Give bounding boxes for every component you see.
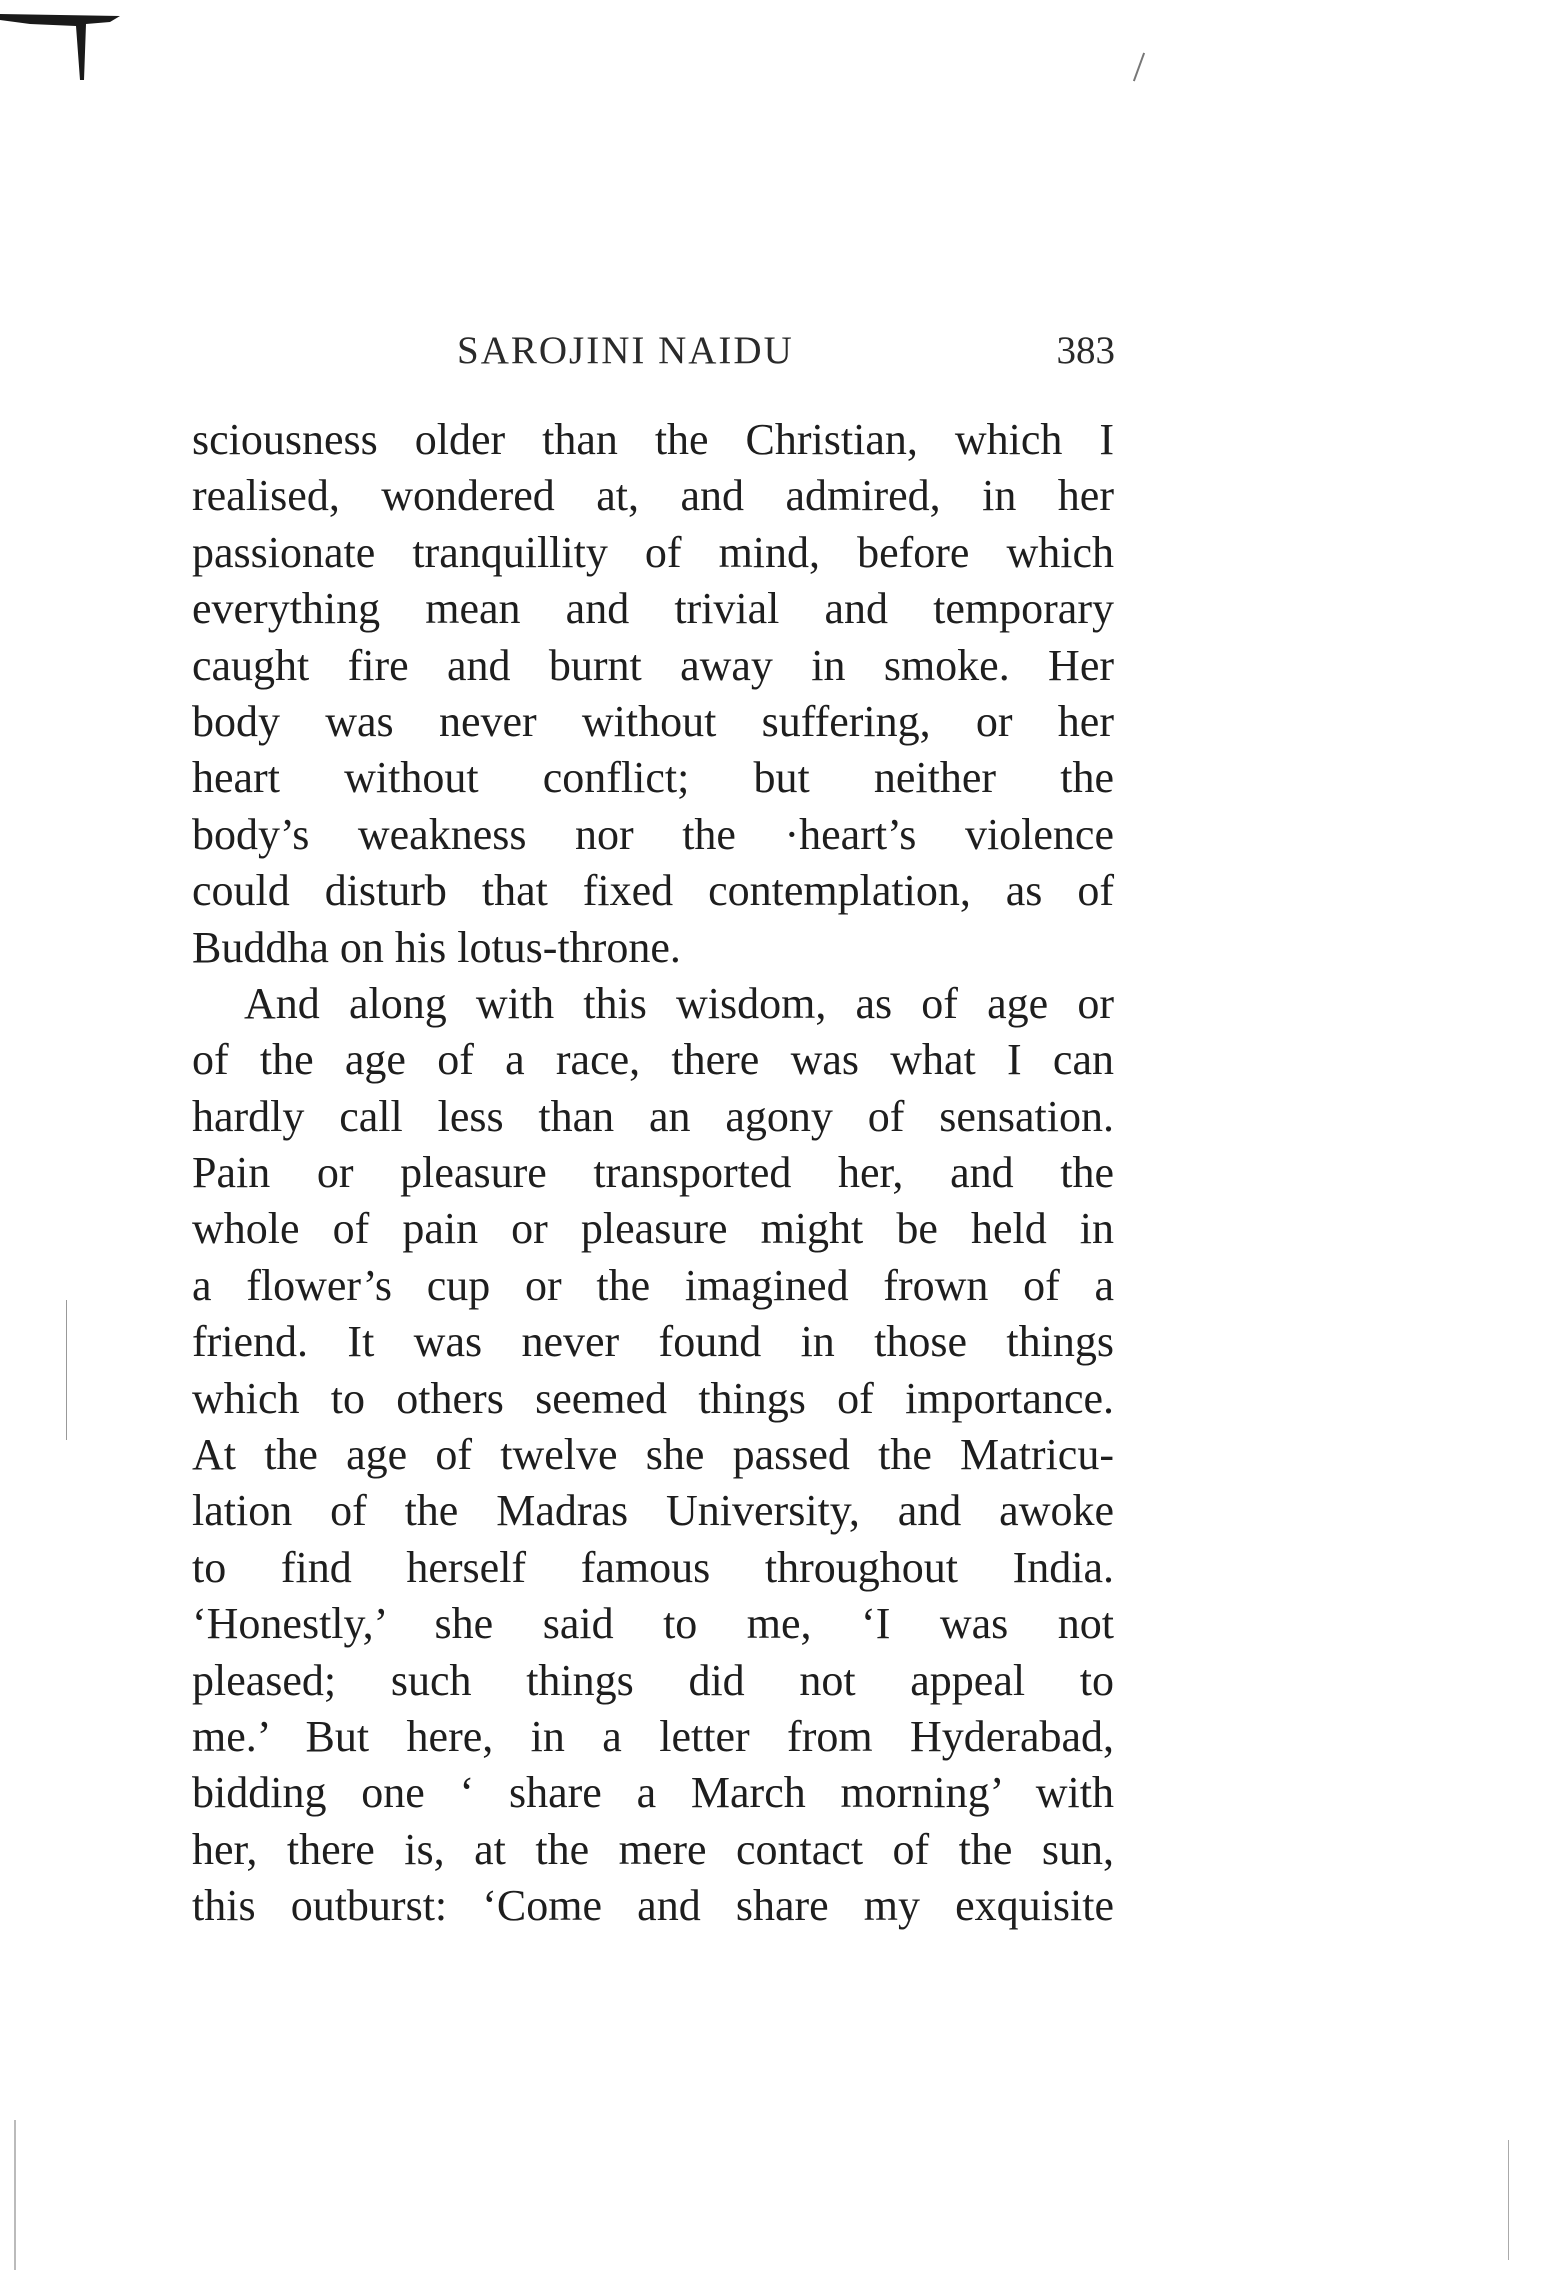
text-line: friend. It was never found in those things <box>192 1317 1114 1367</box>
scan-mark <box>14 2120 16 2270</box>
text-line: At the age of twelve she passed the Matricu- <box>192 1430 1114 1480</box>
scan-mark <box>1133 53 1145 82</box>
page-number: 383 <box>1056 329 1115 372</box>
running-head: SAROJINI NAIDU <box>457 329 794 372</box>
text-line: caught fire and burnt away in smoke. Her <box>192 640 1114 690</box>
text-line: ‘Honestly,’ she said to me, ‘I was not <box>192 1599 1114 1649</box>
text-line: me.’ But here, in a letter from Hyderabad, <box>192 1711 1114 1761</box>
text-line: realised, wondered at, and admired, in her <box>192 471 1114 521</box>
printer-ornament-mark <box>0 12 140 82</box>
scan-mark <box>66 1300 67 1440</box>
text-line: which to others seemed things of importance. <box>192 1373 1114 1423</box>
text-line: whole of pain or pleasure might be held in <box>192 1204 1114 1254</box>
text-line: a flower’s cup or the imagined frown of a <box>192 1260 1114 1310</box>
text-line: body was never without suffering, or her <box>192 696 1114 746</box>
body-text <box>192 412 1114 1935</box>
text-line: body’s weakness nor the ·heart’s violence <box>192 809 1114 859</box>
text-line: passionate tranquillity of mind, before which <box>192 527 1114 577</box>
text-line: hardly call less than an agony of sensation. <box>192 1091 1114 1141</box>
text-line: of the age of a race, there was what I can <box>192 1035 1114 1085</box>
text-line: And along with this wisdom, as of age or <box>244 978 1114 1028</box>
text-line: this outburst: ‘Come and share my exquisite <box>192 1881 1114 1931</box>
paragraph <box>192 412 1114 976</box>
text-line: to find herself famous throughout India. <box>192 1542 1114 1592</box>
text-line: everything mean and trivial and temporary <box>192 584 1114 634</box>
text-line: heart without conflict; but neither the <box>192 753 1114 803</box>
page-header <box>195 328 1115 378</box>
text-line: her, there is, at the mere contact of the sun, <box>192 1824 1114 1874</box>
text-line: Buddha on his lotus-throne. <box>192 922 681 972</box>
text-line: pleased; such things did not appeal to <box>192 1655 1114 1705</box>
text-line: bidding one ‘ share a March morning’ with <box>192 1768 1114 1818</box>
text-line: could disturb that fixed contemplation, as of <box>192 866 1114 916</box>
scan-mark <box>1508 2140 1509 2260</box>
paragraph <box>192 976 1114 1935</box>
text-line: lation of the Madras University, and awoke <box>192 1486 1114 1536</box>
text-line: Pain or pleasure transported her, and the <box>192 1148 1114 1198</box>
text-line: sciousness older than the Christian, which I <box>192 415 1114 464</box>
